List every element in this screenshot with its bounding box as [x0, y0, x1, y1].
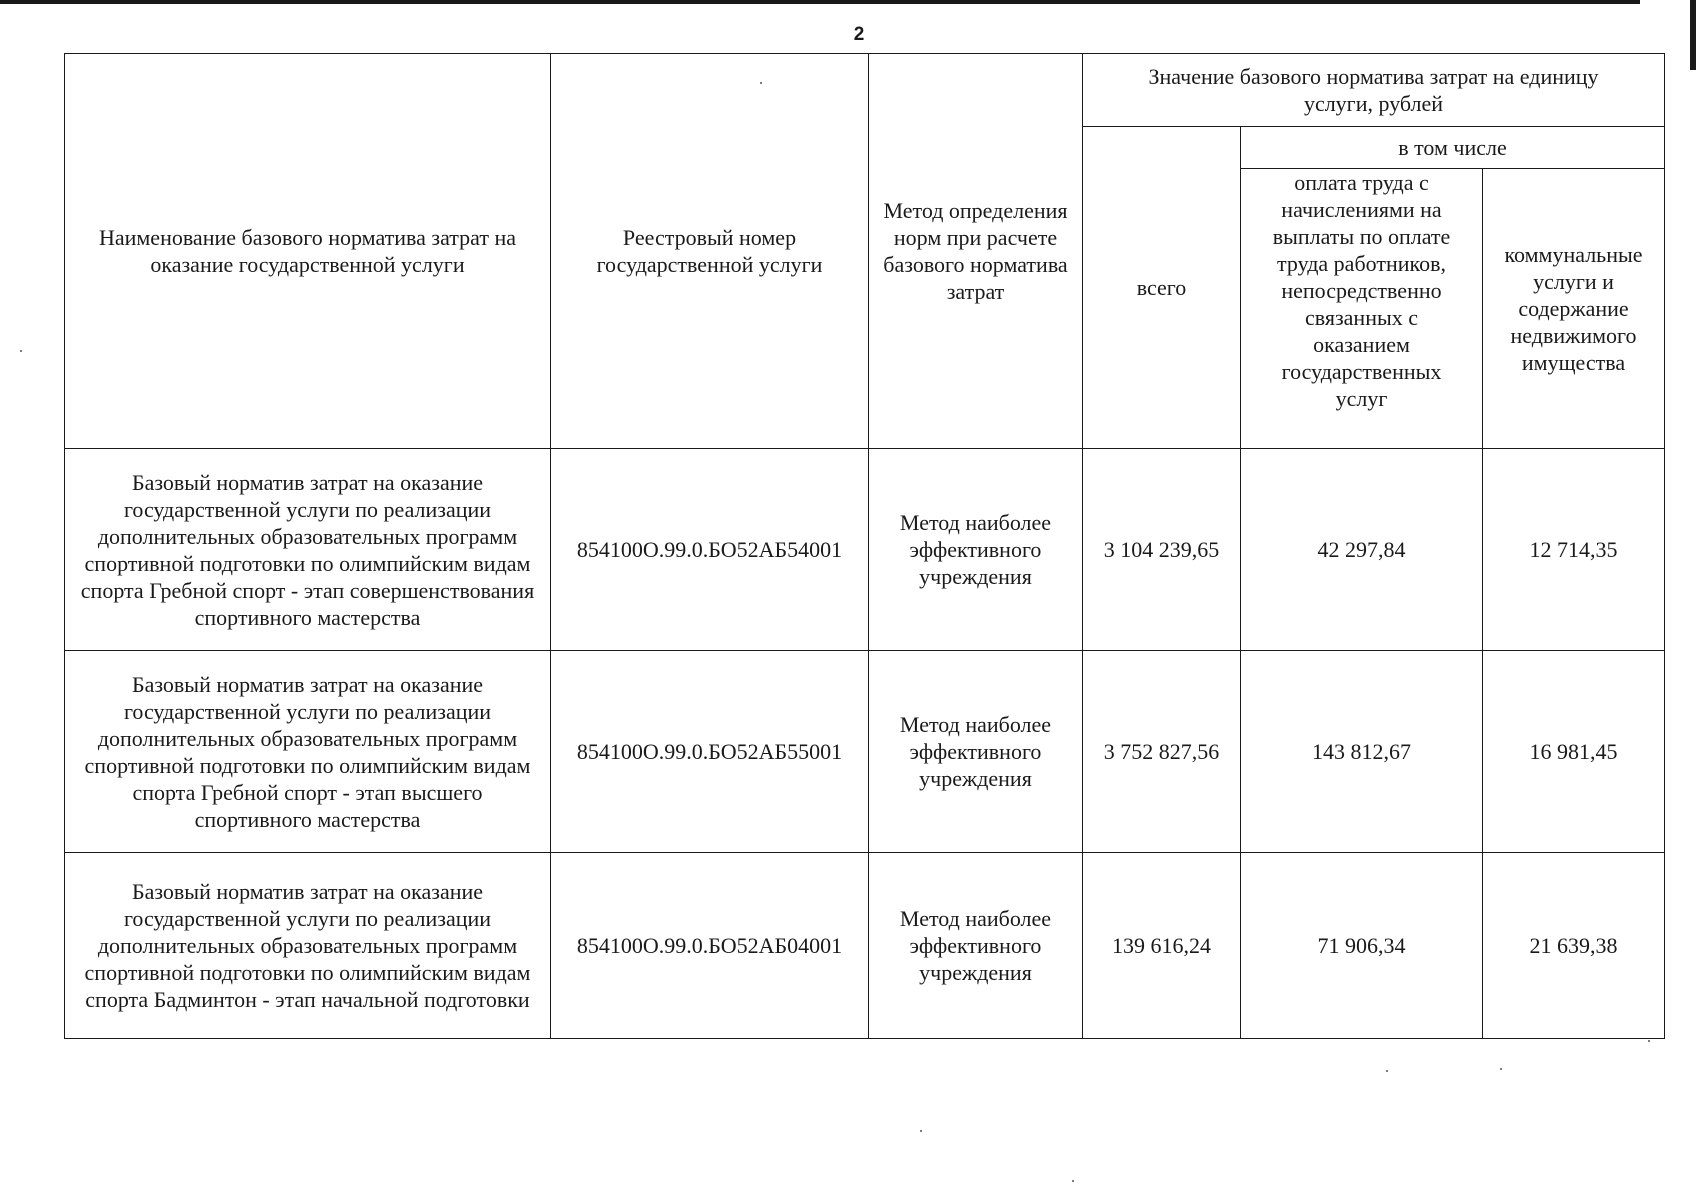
table-row [65, 449, 1665, 651]
page-number: 2 [853, 24, 865, 45]
row-3-labor: 71 906,34 [1241, 853, 1483, 1039]
scan-speck [1648, 1040, 1650, 1042]
scan-speck [760, 82, 762, 84]
row-1-method: Метод наиболее эффективного учреждения [869, 449, 1083, 651]
header-labor: оплата труда с начислениями на выплаты по оплате труда работников, непосредственно связанных с оказанием государственных услуг [1241, 169, 1483, 449]
row-2-method: Метод наиболее эффективного учреждения [869, 651, 1083, 853]
row-3-total: 139 616,24 [1083, 853, 1241, 1039]
scan-speck [920, 1130, 922, 1132]
row-2-name: Базовый норматив затрат на оказание государственной услуги по реализации дополнительных образовательных программ спортивной подготовки по олимпийским видам спорта Гребной спорт - этап высшего спортивного мастерства [65, 651, 551, 853]
cost-norms-table [64, 53, 1665, 1039]
row-1-utilities: 12 714,35 [1483, 449, 1665, 651]
row-2-utilities: 16 981,45 [1483, 651, 1665, 853]
scan-speck [20, 350, 22, 352]
row-3-method: Метод наиболее эффективного учреждения [869, 853, 1083, 1039]
row-3-utilities: 21 639,38 [1483, 853, 1665, 1039]
table-row [65, 853, 1665, 1039]
header-row-1 [65, 54, 1665, 127]
row-2-total: 3 752 827,56 [1083, 651, 1241, 853]
header-including: в том числе [1241, 127, 1665, 169]
table-row [65, 651, 1665, 853]
header-total: всего [1083, 127, 1241, 449]
row-3-registry-number: 854100О.99.0.БО52АБ04001 [551, 853, 869, 1039]
header-utilities: коммунальные услуги и содержание недвижимого имущества [1483, 169, 1665, 449]
scan-top-border [0, 0, 1640, 4]
scan-speck [1072, 1180, 1074, 1182]
row-1-registry-number: 854100О.99.0.БО52АБ54001 [551, 449, 869, 651]
scan-speck [1386, 1070, 1388, 1072]
row-2-registry-number: 854100О.99.0.БО52АБ55001 [551, 651, 869, 853]
row-1-total: 3 104 239,65 [1083, 449, 1241, 651]
row-3-name: Базовый норматив затрат на оказание государственной услуги по реализации дополнительных образовательных программ спортивной подготовки по олимпийским видам спорта Бадминтон - этап начальной подготовки [65, 853, 551, 1039]
header-value-group: Значение базового норматива затрат на единицу услуги, рублей [1083, 54, 1665, 127]
header-registry-number: Реестровый номер государственной услуги [551, 54, 869, 449]
scan-speck [1500, 1068, 1502, 1070]
row-2-labor: 143 812,67 [1241, 651, 1483, 853]
header-method: Метод определения норм при расчете базового норматива затрат [869, 54, 1083, 449]
header-name: Наименование базового норматива затрат на оказание государственной услуги [65, 54, 551, 449]
row-1-name: Базовый норматив затрат на оказание государственной услуги по реализации дополнительных образовательных программ спортивной подготовки по олимпийским видам спорта Гребной спорт - этап совершенствования спортивного мастерства [65, 449, 551, 651]
row-1-labor: 42 297,84 [1241, 449, 1483, 651]
